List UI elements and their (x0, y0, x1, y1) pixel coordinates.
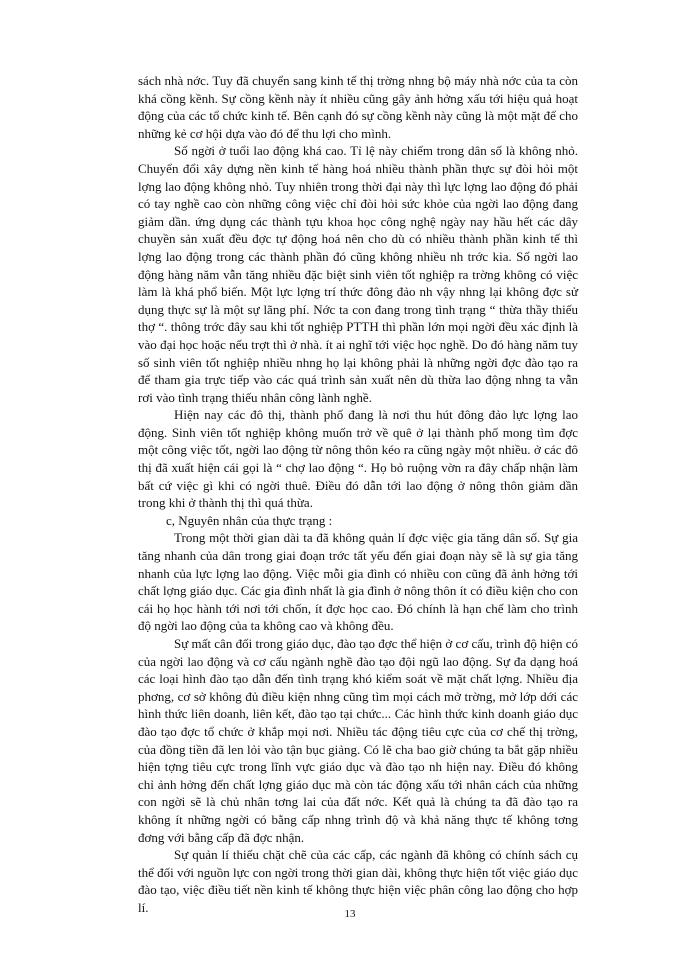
paragraph-5: Sự mất cân đối trong giáo dục, đào tạo đợc thể hiện ở cơ cấu, trình độ hiện có của ngời lao động và cơ cấu ngành nghề đào tạo đội ngũ lao động. Sự đa dạng hoá các loại hình đào tạo dẫn đến tình trạng khó kiểm soát về mặt chất lợng. Nhiều địa phơng, cơ sở không đủ điều kiện nhng cũng tìm mọi cách mở trờng, mở lớp dới các hình thức liên doanh, liên kết, đào tạo tại chức... Các hình thức kinh doanh giáo dục đào tạo đợc tổ chức ở khắp mọi nơi. Nhiều tác động tiêu cực của cơ chế thị trờng, của đồng tiền đã len lỏi vào tận bục giảng. Có lẽ cha bao giờ chúng ta bắt gặp nhiều hiện tợng tiêu cực trong lĩnh vực giáo dục và đào tạo nh hiện nay. Điều đó không chỉ ảnh hởng đến chất lợng giáo dục mà còn tác động xấu tới nhân cách của những con ngời sẽ là chủ nhân tơng lai của đất nớc. Kết quả là chúng ta đã đào tạo ra không ít những ngời có bằng cấp nhng trình độ và khả năng thực tế không tơng đơng với bằng cấp đã đợc nhận. (138, 636, 578, 845)
page-number: 13 (344, 908, 356, 920)
paragraph-3: Hiện nay các đô thị, thành phố đang là nơi thu hút đông đảo lực lợng lao động. Sinh viên tốt nghiệp không muốn trở về quê ở lại thành phố mong tìm đợc một công việc tốt, ngời lao động từ nông thôn kéo ra cũng ngày một nhiều. ở các đô thị đã xuất hiện cái gọi là “ chợ lao động “. Họ bỏ ruộng vờn ra đây chấp nhận làm bất cứ việc gì khi có ngời thuê. Điều đó dẫn tới lao động ở nông thôn giảm dần trong khi ở thành thị thì quá thừa. (138, 407, 578, 511)
paragraph-2: Số ngời ở tuổi lao động khá cao. Tỉ lệ này chiếm trong dân số là không nhỏ. Chuyển đổi xây dựng nền kinh tế hàng hoá nhiều thành phần thực sự đòi hỏi một lợng lao động không nhỏ. Tuy nhiên trong thời đại này thì lực lợng lao động đó phải có tay nghề cao còn những công việc chỉ đòi hỏi sức khỏe của ngời lao động đang giảm dần. ứng dụng các thành tựu khoa học công nghệ ngày nay hầu hết các dây chuyền sản xuất đều đợc tự động hoá nên cho dù có nhiều thành phần kinh tế thì lợng lao động trong các thành phần đó cũng không nhiều nh trớc kia. Số ngời lao động hàng năm vẫn tăng nhiều đặc biệt sinh viên tốt nghiệp ra trờng không có việc làm là khá phổ biến. Một lực lợng trí thức đông đảo nh vậy nhng lại không đợc sử dụng thực sự là một sự lãng phí. Nớc ta con đang trong tình trạng “ thừa thầy thiếu thợ “. thông trớc đây sau khi tốt nghiệp PTTH thì phần lớn mọi ngời đều xác định là vào đại học hoặc nếu trợt thì ở nhà. ít ai nghĩ tới việc học nghề. Do đó hàng năm tuy số sinh viên tốt nghiệp nhiều nhng họ lại không phải là những ngời đợc đào tạo ra để tham gia trực tiếp vào các quá trình sản xuất nên dù thừa lao động nhng ta vẫn rơi vào tình trạng thiếu nhân công lành nghề. (138, 143, 578, 405)
section-heading: c, Nguyên nhân của thực trạng : (166, 512, 333, 528)
paragraph-1: sách nhà nớc. Tuy đã chuyển sang kinh tế thị trờng nhng bộ máy nhà nớc của ta còn khá cồng kềnh. Sự cồng kềnh này ít nhiều cũng gây ảnh hởng xấu tới hiệu quả hoạt động của các tổ chức kinh tế. Bên cạnh đó sự cồng kềnh này cũng là một mặt để cho những kẻ cơ hội dựa vào đó để thu lợi cho mình. (138, 73, 578, 141)
paragraph-4: Trong một thời gian dài ta đã không quản lí đợc việc gia tăng dân số. Sự gia tăng nhanh của dân trong giai đoạn trớc tất yếu đến giai đoạn này sẽ là sự gia tăng nhanh của lực lợng lao động. Việc mỗi gia đình có nhiều con cũng đã ảnh hởng tới chất lợng giáo dục. Các gia đình nhất là gia đình ở nông thôn ít có điều kiện cho con cái họ học hành tới nơi tới chốn, ít đợc học cao. Đó chính là hạn chế làm cho trình độ ngời lao động của ta không cao và không đều. (138, 530, 578, 634)
body-text (138, 72, 578, 917)
paragraph-6: Sự quản lí thiếu chặt chẽ của các cấp, các ngành đã không có chính sách cụ thể đối với nguồn lực con ngời trong thời gian dài, không thực hiện tốt việc giáo dục đào tạo, việc điều tiết nền kinh tế không thực hiện việc phân công lao động cho hợp lí. (138, 847, 578, 915)
